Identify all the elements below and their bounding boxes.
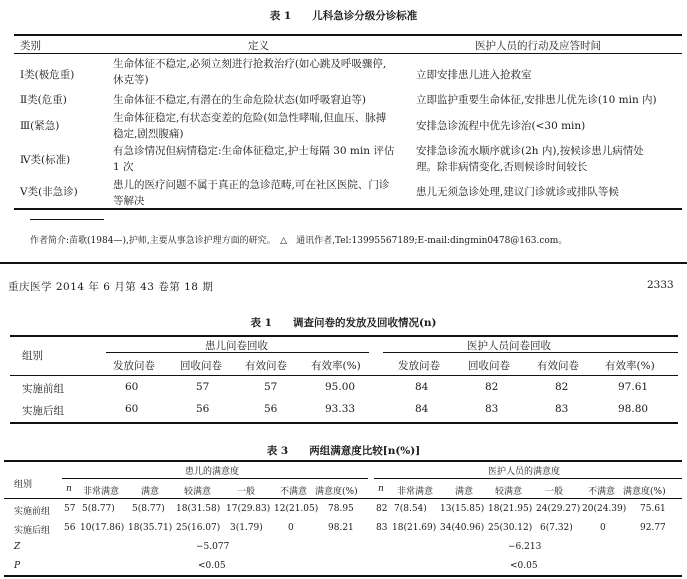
table3-cell: 18(35.71) <box>128 523 173 533</box>
table1-header-action: 医护人员的行动及应答时间 <box>475 40 601 52</box>
table1-row-definition: 休克等) <box>113 74 149 86</box>
table1-row-definition: 1 次 <box>113 161 134 173</box>
table3-staff-rule <box>374 478 682 479</box>
table3-subheader: n <box>66 484 72 494</box>
table1-row-category: Ⅴ类(非急诊) <box>20 186 78 198</box>
table3-cell: 5(8.77) <box>82 504 115 514</box>
table2-subheader: 有效率(%) <box>311 360 361 372</box>
table3-cell: 34(40.96) <box>440 523 485 533</box>
table3-subheader: 非常满意 <box>83 487 120 497</box>
table3-subheader: 满意 <box>141 487 160 497</box>
table2-cell: 60 <box>125 403 139 415</box>
table1-row-action: 立即安排患儿进入抢救室 <box>416 69 532 81</box>
table1-top-rule <box>14 34 682 36</box>
table3-subheader: 非常满意 <box>397 487 434 497</box>
table2-subheader: 有效问卷 <box>537 360 579 372</box>
table3-staff-header: 医护人员的满意度 <box>488 467 561 477</box>
table3-cell: 18(21.95) <box>488 504 533 514</box>
table3-cell: 13(15.85) <box>440 504 485 514</box>
table3-p-label: P <box>14 561 21 571</box>
table2-staff-header: 医护人员问卷回收 <box>467 340 551 352</box>
table1-row-action: 立即监护重要生命体征,安排患儿优先诊(10 min 内) <box>416 94 657 106</box>
table3-subheader: 满意度(%) <box>315 487 358 497</box>
table1-bottom-rule <box>14 208 682 210</box>
table3-subheader: 一般 <box>237 487 256 497</box>
table3-cell: 18(31.58) <box>176 504 221 514</box>
table3-z-label: Z <box>14 542 21 552</box>
table3-z-patient: −5.077 <box>196 542 230 552</box>
table3-subheader: 较满意 <box>495 487 523 497</box>
table3-cell: 75.61 <box>640 504 666 514</box>
table1-row-action: 理。除非病情变化,否则候诊时间较长 <box>416 161 588 173</box>
table2-cell: 82 <box>485 381 499 393</box>
page-divider <box>0 262 687 264</box>
table3-patient-rule <box>62 478 368 479</box>
table2-cell: 98.80 <box>618 403 649 415</box>
table2-cell: 83 <box>555 403 569 415</box>
table2-cell: 97.61 <box>618 381 649 393</box>
table1-row-definition: 患儿的医疗问题不属于真正的急诊范畴,可在社区医院、门诊 <box>113 179 390 191</box>
table2-group-header: 组别 <box>22 350 43 362</box>
table3-cell: 92.77 <box>640 523 666 533</box>
table3-subheader: n <box>378 484 384 494</box>
table1-row-category: Ⅰ类(极危重) <box>20 69 75 81</box>
table2-cell: 57 <box>196 381 210 393</box>
table3-cell: 12(21.05) <box>274 504 319 514</box>
table2-cell: 84 <box>415 403 429 415</box>
table1-row-action: 患儿无须急诊处理,建议门诊就诊或排队等候 <box>416 186 619 198</box>
table3-cell: 98.21 <box>328 523 354 533</box>
table2-top-rule <box>10 335 678 337</box>
table1-row-category: Ⅲ(紧急) <box>20 120 60 132</box>
table2-cell: 95.00 <box>325 381 356 393</box>
table3-cell: 6(7.32) <box>540 523 573 533</box>
table2-subheader: 有效率(%) <box>605 360 655 372</box>
table3-cell: 83 <box>376 523 388 533</box>
table1-header-category: 类别 <box>20 40 41 52</box>
table3-row-group: 实施前组 <box>14 507 51 517</box>
table2-subheader: 发放问卷 <box>398 360 440 372</box>
table3-cell: 0 <box>600 523 606 533</box>
table3-bottom-rule <box>4 575 682 577</box>
table3-group-header: 组别 <box>14 480 33 490</box>
table3-subheader: 满意 <box>455 487 474 497</box>
table3-top-rule <box>4 460 682 462</box>
table2-cell: 82 <box>555 381 569 393</box>
table2-subheader: 回收问卷 <box>180 360 222 372</box>
table1-row-action: 安排急诊流程中优先诊治(<30 min) <box>416 120 586 132</box>
table3-p-staff: <0.05 <box>510 561 538 571</box>
page-number: 2333 <box>647 279 674 291</box>
table3-cell: 57 <box>64 504 76 514</box>
table3-cell: 3(1.79) <box>230 523 263 533</box>
table2-cell: 56 <box>264 403 278 415</box>
journal-header: 重庆医学 2014 年 6 月第 43 卷第 18 期 <box>8 281 214 293</box>
table1-header-definition: 定义 <box>248 40 269 52</box>
table3-cell: 10(17.86) <box>80 523 125 533</box>
table3-subheader: 不满意 <box>280 487 308 497</box>
table2-title: 表 1 调查问卷的发放及回收情况(n) <box>250 317 437 329</box>
table3-cell: 20(24.39) <box>582 504 627 514</box>
table3-cell: 82 <box>376 504 388 514</box>
table3-subheader: 不满意 <box>588 487 616 497</box>
table2-subheader: 发放问卷 <box>113 360 155 372</box>
table1-row-definition: 稳定,剧烈腹痛) <box>113 128 184 140</box>
footnote-separator <box>30 219 104 220</box>
table2-row-group: 实施后组 <box>22 405 64 417</box>
table3-cell: 17(29.83) <box>226 504 271 514</box>
table2-patient-header: 患儿问卷回收 <box>205 340 268 352</box>
table1-row-definition: 生命体征不稳定,必须立刻进行抢救治疗(如心跳及呼吸骤停, <box>113 58 387 70</box>
table1-row-definition: 生命体征不稳定,有潜在的生命危险状态(如呼吸窘迫等) <box>113 94 367 106</box>
table2-patient-rule <box>106 352 369 353</box>
table3-header-rule <box>4 498 682 499</box>
table2-cell: 83 <box>485 403 499 415</box>
table2-bottom-rule <box>10 422 678 424</box>
table3-patient-header: 患儿的满意度 <box>185 467 240 477</box>
table3-cell: 18(21.69) <box>392 523 437 533</box>
table2-cell: 56 <box>196 403 210 415</box>
table3-cell: 25(16.07) <box>176 523 221 533</box>
table2-subheader: 有效问卷 <box>245 360 287 372</box>
table1-header-rule <box>14 53 682 54</box>
table1-title: 表 1 儿科急诊分级分诊标准 <box>269 10 418 22</box>
author-note: 作者简介:苗歌(1984—),护师,主要从事急诊护理方面的研究。 △ 通讯作者,Tel:13995567189;E-mail:dingmin0478@163.com。 <box>30 236 568 246</box>
table1-row-definition: 有急诊情况但病情稳定:生命体征稳定,护士每隔 30 min 评估 <box>113 145 395 157</box>
table1-row-category: Ⅳ类(标准) <box>20 154 71 166</box>
table3-cell: 24(29.27) <box>536 504 581 514</box>
table1-row-category: Ⅱ类(危重) <box>20 94 67 106</box>
table3-cell: 78.95 <box>328 504 354 514</box>
table3-subheader: 一般 <box>545 487 564 497</box>
table3-cell: 5(8.77) <box>132 504 165 514</box>
table1-row-action: 安排急诊流水顺序就诊(2h 内),按候诊患儿病情处 <box>416 145 644 157</box>
table3-cell: 0 <box>288 523 294 533</box>
table3-cell: 25(30.12) <box>488 523 533 533</box>
table3-cell: 7(8.54) <box>394 504 427 514</box>
table3-subheader: 满意度(%) <box>623 487 666 497</box>
table2-cell: 84 <box>415 381 429 393</box>
table2-row-group: 实施前组 <box>22 383 64 395</box>
table2-cell: 57 <box>264 381 278 393</box>
table2-cell: 60 <box>125 381 139 393</box>
table3-p-patient: <0.05 <box>198 561 226 571</box>
table3-row-group: 实施后组 <box>14 526 51 536</box>
table3-cell: 56 <box>64 523 76 533</box>
table2-cell: 93.33 <box>325 403 356 415</box>
table2-header-rule <box>10 375 678 376</box>
table2-subheader: 回收问卷 <box>468 360 510 372</box>
table3-z-staff: −6.213 <box>508 542 542 552</box>
table2-staff-rule <box>383 352 678 353</box>
table1-row-definition: 生命体征稳定,有状态变差的危险(如急性哮喘,但血压、脉搏 <box>113 112 387 124</box>
table3-title: 表 3 两组满意度比较[n(%)] <box>266 445 421 457</box>
table3-subheader: 较满意 <box>184 487 212 497</box>
table1-row-definition: 等解决 <box>113 195 145 207</box>
